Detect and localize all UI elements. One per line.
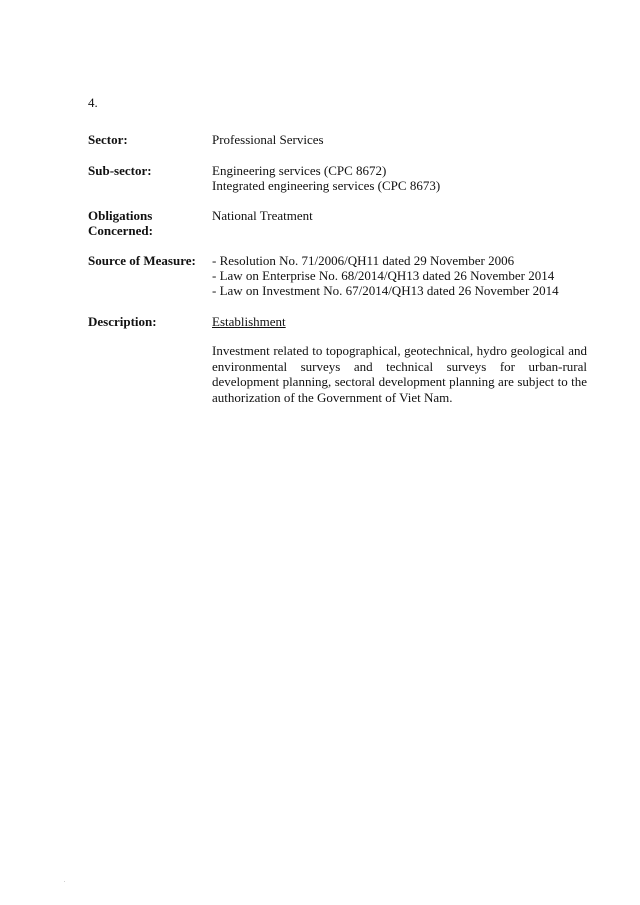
source-line: - Resolution No. 71/2006/QH11 dated 29 November 2006: [212, 253, 515, 268]
obligations-value: National Treatment: [212, 208, 313, 223]
description-heading: Establishment: [212, 314, 286, 329]
entry-number: 4.: [88, 95, 98, 110]
sub-sector-line: Integrated engineering services (CPC 8673): [212, 178, 441, 193]
sub-sector-label: Sub-sector:: [88, 163, 152, 178]
description-paragraph: Investment related to topographical, geotechnical, hydro geological and environmental surveys and technical surveys for urban-rural development planning, sectoral development planning are subject to the authorization of the Government of Viet Nam.: [212, 343, 587, 405]
description-value: [212, 314, 587, 405]
scan-speck: [64, 881, 65, 882]
source-line: - Law on Enterprise No. 68/2014/QH13 dated 26 November 2014: [212, 268, 555, 283]
description-label: Description:: [88, 314, 157, 329]
sub-sector-value: [212, 163, 587, 193]
obligations-label-line: Concerned:: [88, 223, 153, 238]
sector-value: Professional Services: [212, 132, 324, 147]
sector-label: Sector:: [88, 132, 128, 147]
obligations-label: [88, 208, 208, 238]
source-label: Source of Measure:: [88, 253, 196, 268]
source-line: - Law on Investment No. 67/2014/QH13 dated 26 November 2014: [212, 283, 559, 298]
obligations-label-line: Obligations: [88, 208, 153, 223]
source-value: [212, 253, 587, 298]
sub-sector-line: Engineering services (CPC 8672): [212, 163, 387, 178]
